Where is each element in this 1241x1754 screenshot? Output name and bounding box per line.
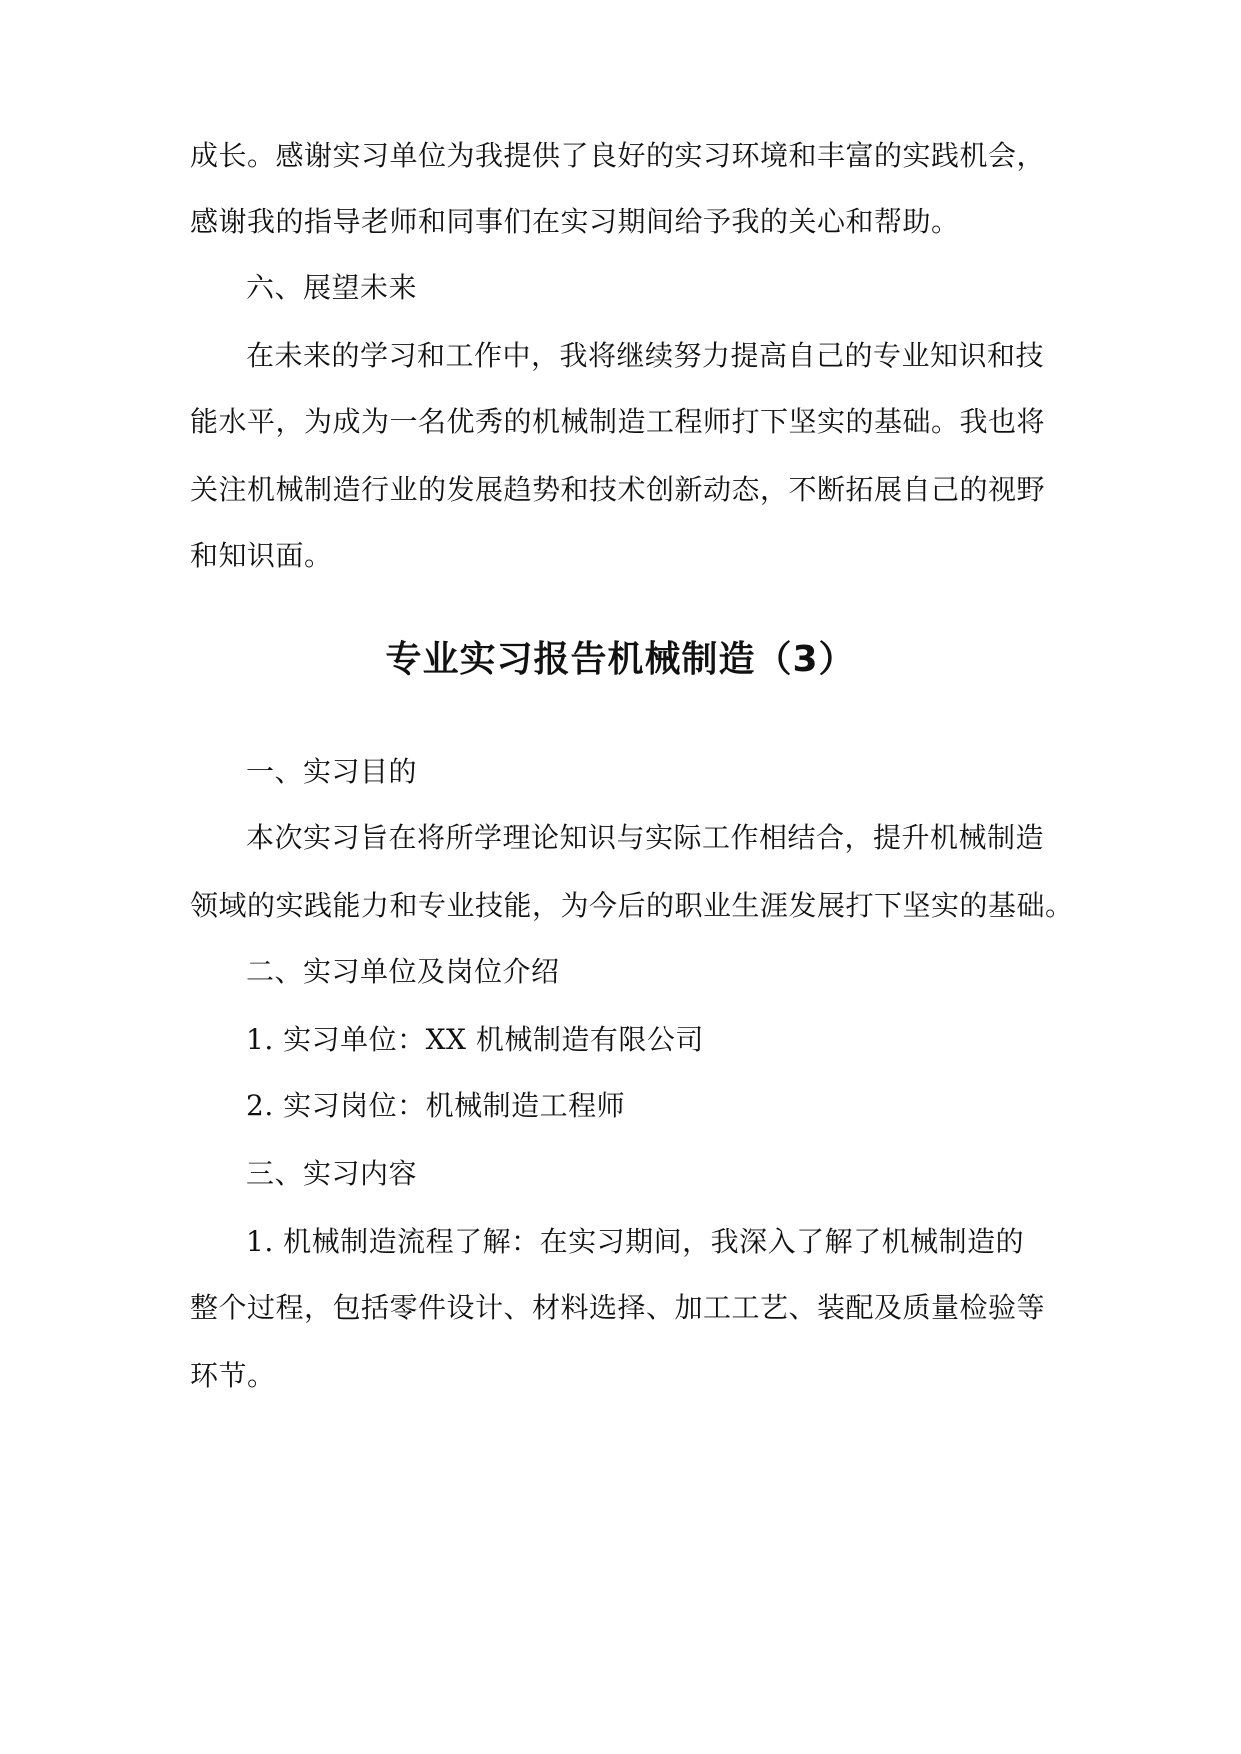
list-item-unit: 1. 实习单位：XX 机械制造有限公司 — [246, 1023, 704, 1056]
section-heading-future: 六、展望未来 — [246, 271, 418, 304]
paragraph-line: 感谢我的指导老师和同事们在实习期间给予我的关心和帮助。 — [190, 205, 960, 238]
section-heading-unit: 二、实习单位及岗位介绍 — [246, 955, 560, 988]
section-heading-purpose: 一、实习目的 — [246, 755, 418, 788]
list-item-post: 2. 实习岗位：机械制造工程师 — [246, 1089, 626, 1122]
paragraph-line: 成长。感谢实习单位为我提供了良好的实习环境和丰富的实践机会， — [190, 139, 1046, 172]
paragraph-line: 领域的实践能力和专业技能，为今后的职业生涯发展打下坚实的基础。 — [190, 889, 1074, 922]
paragraph-line: 整个过程，包括零件设计、材料选择、加工工艺、装配及质量检验等 — [190, 1291, 1046, 1324]
paragraph-line: 和知识面。 — [190, 539, 333, 572]
paragraph-line: 能水平，为成为一名优秀的机械制造工程师打下坚实的基础。我也将 — [190, 405, 1046, 438]
paragraph-line: 在未来的学习和工作中，我将继续努力提高自己的专业知识和技 — [246, 339, 1045, 372]
paragraph-line: 1. 机械制造流程了解：在实习期间，我深入了解了机械制造的 — [246, 1225, 1025, 1258]
paragraph-line: 环节。 — [190, 1359, 276, 1392]
paragraph-line: 关注机械制造行业的发展趋势和技术创新动态，不断拓展自己的视野 — [190, 473, 1046, 506]
section-heading-content: 三、实习内容 — [246, 1157, 418, 1190]
paragraph-line: 本次实习旨在将所学理论知识与实际工作相结合，提升机械制造 — [246, 821, 1045, 854]
report-title: 专业实习报告机械制造（3） — [385, 639, 856, 680]
